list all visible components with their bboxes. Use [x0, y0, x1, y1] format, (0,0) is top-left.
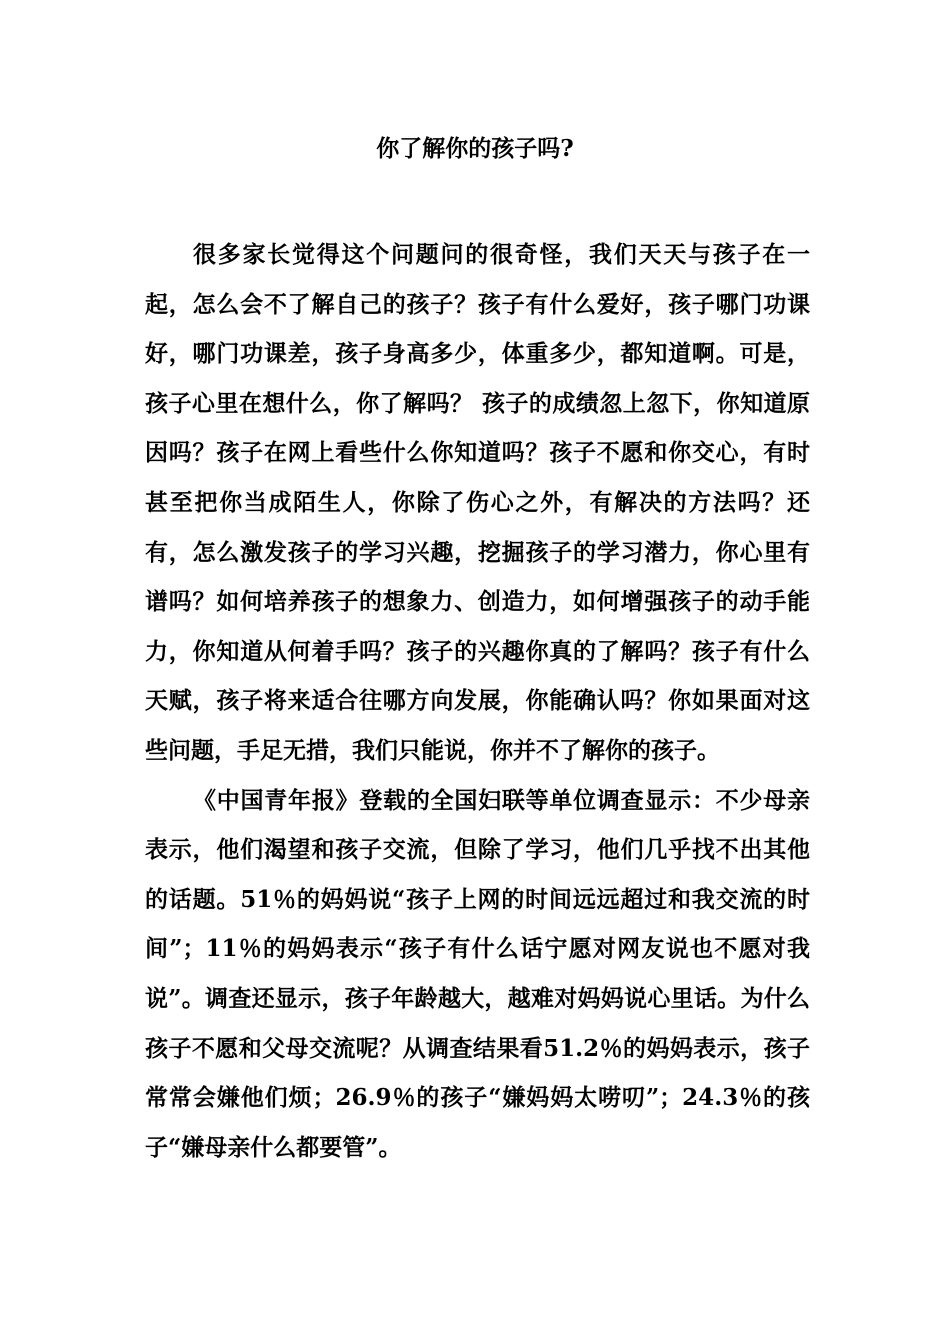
paragraph-survey: 《中国青年报》登载的全国妇联等单位调查显示：不少母亲表示，他们渴望和孩子交流，但除了学习，他们几乎找不出其他的话题。51％的妈妈说“孩子上网的时间远远超过和我交流的时间”；11％的妈妈表示“孩子有什么话宁愿对网友说也不愿对我说”。调查还显示，孩子年龄越大，越难对妈妈说心里话。为什么孩子不愿和父母交流呢？从调查结果看51.2％的妈妈表示，孩子常常会嫌他们烦；26.9％的孩子“嫌妈妈太唠叨”；24.3％的孩子“嫌母亲什么都要管”。	[145, 786, 810, 1161]
page-title: 你了解你的孩子吗?	[376, 135, 574, 162]
document-body	[145, 230, 810, 1172]
paragraph-intro: 很多家长觉得这个问题问的很奇怪，我们天天与孩子在一起，怎么会不了解自己的孩子？孩子有什么爱好，孩子哪门功课好，哪门功课差，孩子身高多少，体重多少，都知道啊。可是，孩子心里在想什么，你了解吗？ 孩子的成绩忽上忽下，你知道原因吗？孩子在网上看些什么你知道吗？孩子不愿和你交心，有时甚至把你当成陌生人，你除了伤心之外，有解决的方法吗？还有，怎么激发孩子的学习兴趣，挖掘孩子的学习潜力，你心里有谱吗？如何培养孩子的想象力、创造力，如何增强孩子的动手能力，你知道从何着手吗？孩子的兴趣你真的了解吗？孩子有什么天赋，孩子将来适合往哪方向发展，你能确认吗？你如果面对这些问题，手足无措，我们只能说，你并不了解你的孩子。	[145, 241, 810, 764]
